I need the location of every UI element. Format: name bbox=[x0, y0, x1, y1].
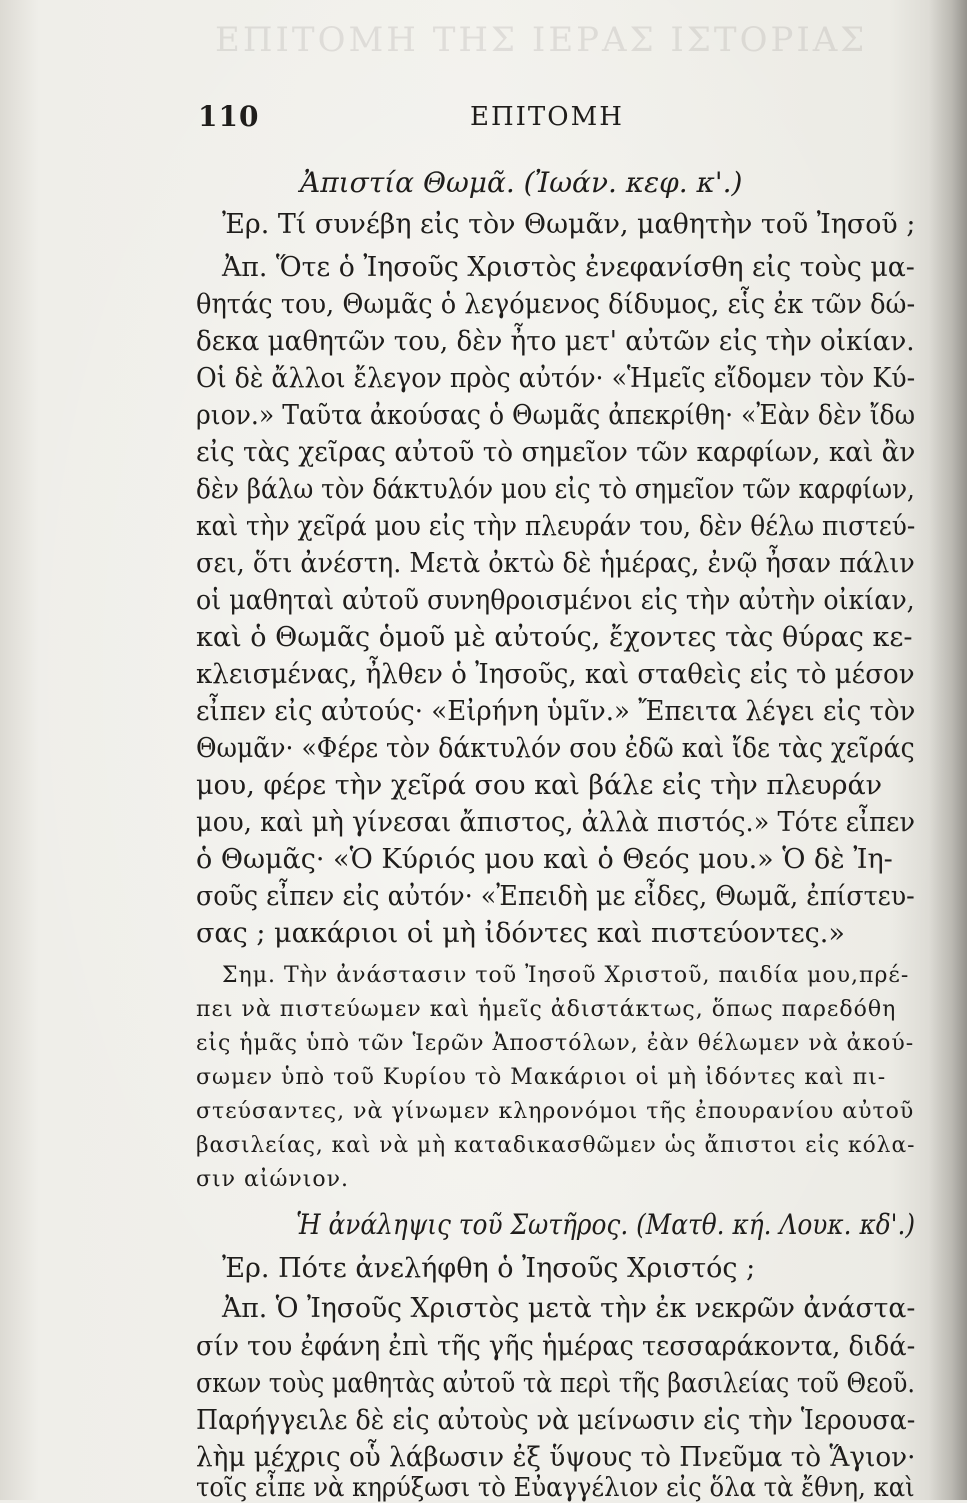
page-header bbox=[0, 80, 967, 133]
gutter-shadow bbox=[929, 0, 967, 1500]
text-line: ὁ Θωμᾶς· «Ὁ Κύριός μου καὶ ὁ Θεός μου.» Ὁ δὲ Ἰη- bbox=[196, 844, 893, 875]
text-line: ριον.» Ταῦτα ἀκούσας ὁ Θωμᾶς ἀπεκρίθη· «Ἐὰν δὲν ἴδω bbox=[196, 400, 916, 431]
text-line: οἱ μαθηταὶ αὐτοῦ συνηθροισμένοι εἰς τὴν αὐτὴν οἰκίαν, bbox=[196, 585, 915, 616]
text-line: καὶ ὁ Θωμᾶς ὁμοῦ μὲ αὐτούς, ἔχοντες τὰς θύρας κε- bbox=[196, 622, 913, 653]
text-line: σει, ὅτι ἀνέστη. Μετὰ ὀκτὼ δὲ ἡμέρας, ἐνῷ ἦσαν πάλιν bbox=[196, 548, 915, 579]
text-line: δὲν βάλω τὸν δάκτυλόν μου εἰς τὸ σημεῖον τῶν καρφίων, bbox=[196, 474, 915, 505]
text-line: κλεισμένας, ἦλθεν ὁ Ἰησοῦς, καὶ σταθεὶς εἰς τὸ μέσον bbox=[196, 659, 915, 690]
note-line: στεύσαντες, νὰ γίνωμεν κληρονόμοι τῆς ἐπουρανίου αὐτοῦ bbox=[196, 1099, 915, 1124]
note-line: Σημ. Τὴν ἀνάστασιν τοῦ Ἰησοῦ Χριστοῦ, παιδία μου,πρέ- bbox=[222, 963, 910, 988]
text-line: θητάς του, Θωμᾶς ὁ λεγόμενος δίδυμος, εἷς ἐκ τῶν δώ- bbox=[196, 289, 916, 320]
text-line: σίν του ἐφάνη ἐπὶ τῆς γῆς ἡμέρας τεσσαράκοντα, διδά- bbox=[196, 1331, 916, 1362]
text-line: Θωμᾶν· «Φέρε τὸν δάκτυλόν σου ἐδῶ καὶ ἴδε τὰς χεῖράς bbox=[196, 733, 915, 764]
section-title: Ἡ ἀνάληψις τοῦ Σωτῆρος. (Ματθ. κή. Λουκ. κδ'.) bbox=[296, 1208, 916, 1241]
text-line: εἰς τὰς χεῖρας αὐτοῦ τὸ σημεῖον τῶν καρφίων, καὶ ἂν bbox=[196, 437, 916, 468]
text-line: εἶπεν εἰς αὐτούς· «Εἰρήνη ὑμῖν.» Ἔπειτα λέγει εἰς τὸν bbox=[196, 696, 916, 727]
text-line: σκων τοὺς μαθητὰς αὐτοῦ τὰ περὶ τῆς βασιλείας τοῦ Θεοῦ. bbox=[196, 1368, 915, 1399]
running-head: ΕΠΙΤΟΜΗ bbox=[470, 102, 624, 132]
bleed-through-text: ΕΠΙΤΟΜΗ ΤΗΣ ΙΕΡΑΣ ΙΣΤΟΡΙΑΣ bbox=[215, 20, 868, 60]
text-line: μου, καὶ μὴ γίνεσαι ἄπιστος, ἀλλὰ πιστός.» Τότε εἶπεν bbox=[196, 807, 915, 838]
note-line: σωμεν ὑπὸ τοῦ Κυρίου τὸ Μακάριοι οἱ μὴ ἰδόντες καὶ πι- bbox=[196, 1065, 887, 1090]
page-number: 110 bbox=[198, 100, 260, 133]
text-line: Ἀπ. Ὁ Ἰησοῦς Χριστὸς μετὰ τὴν ἐκ νεκρῶν ἀνάστα- bbox=[222, 1293, 916, 1324]
text-line: Οἱ δὲ ἄλλοι ἔλεγον πρὸς αὐτόν· «Ἡμεῖς εἴδομεν τὸν Κύ- bbox=[196, 363, 916, 394]
text-line: σας ; μακάριοι οἱ μὴ ἰδόντες καὶ πιστεύοντες.» bbox=[196, 918, 845, 949]
text-line: Ἀπ. Ὅτε ὁ Ἰησοῦς Χριστὸς ἐνεφανίσθη εἰς τοὺς μα- bbox=[222, 252, 915, 283]
text-line: τοῖς εἶπε νὰ κηρύξωσι τὸ Εὐαγγέλιον εἰς ὅλα τὰ ἔθνη, καὶ bbox=[196, 1473, 915, 1503]
note-line: πει νὰ πιστεύωμεν καὶ ἡμεῖς ἀδιστάκτως, ὅπως παρεδόθη bbox=[196, 997, 897, 1022]
text-line: μου, φέρε τὴν χεῖρά σου καὶ βάλε εἰς τὴν πλευράν bbox=[196, 770, 883, 801]
note-line: σιν αἰώνιον. bbox=[196, 1167, 350, 1192]
text-line: δεκα μαθητῶν του, δὲν ἦτο μετ' αὐτῶν εἰς τὴν οἰκίαν. bbox=[196, 326, 915, 357]
text-line: καὶ τὴν χεῖρά μου εἰς τὴν πλευράν του, δὲν θέλω πιστεύ- bbox=[196, 511, 916, 542]
note-line: εἰς ἡμᾶς ὑπὸ τῶν Ἱερῶν Ἀποστόλων, ἐὰν θέλωμεν νὰ ἀκού- bbox=[196, 1031, 915, 1056]
text-line: σοῦς εἶπεν εἰς αὐτόν· «Ἐπειδὴ με εἶδες, Θωμᾶ, ἐπίστευ- bbox=[196, 881, 915, 912]
text-line: Ἐρ. Πότε ἀνελήφθη ὁ Ἰησοῦς Χριστός ; bbox=[222, 1253, 756, 1284]
note-line: βασιλείας, καὶ νὰ μὴ καταδικασθῶμεν ὡς ἄπιστοι εἰς κόλα- bbox=[196, 1133, 916, 1158]
text-line: Παρήγγειλε δὲ εἰς αὐτοὺς νὰ μείνωσιν εἰς τὴν Ἱερουσα- bbox=[196, 1405, 916, 1436]
section-title: Ἀπιστία Θωμᾶ. (Ἰωάν. κεφ. κ'.) bbox=[300, 166, 743, 199]
text-line: λὴμ μέχρις οὗ λάβωσιν ἐξ ὕψους τὸ Πνεῦμα τὸ Ἅγιον· bbox=[196, 1442, 916, 1473]
text-line: Ἐρ. Τί συνέβη εἰς τὸν Θωμᾶν, μαθητὴν τοῦ Ἰησοῦ ; bbox=[222, 209, 916, 240]
